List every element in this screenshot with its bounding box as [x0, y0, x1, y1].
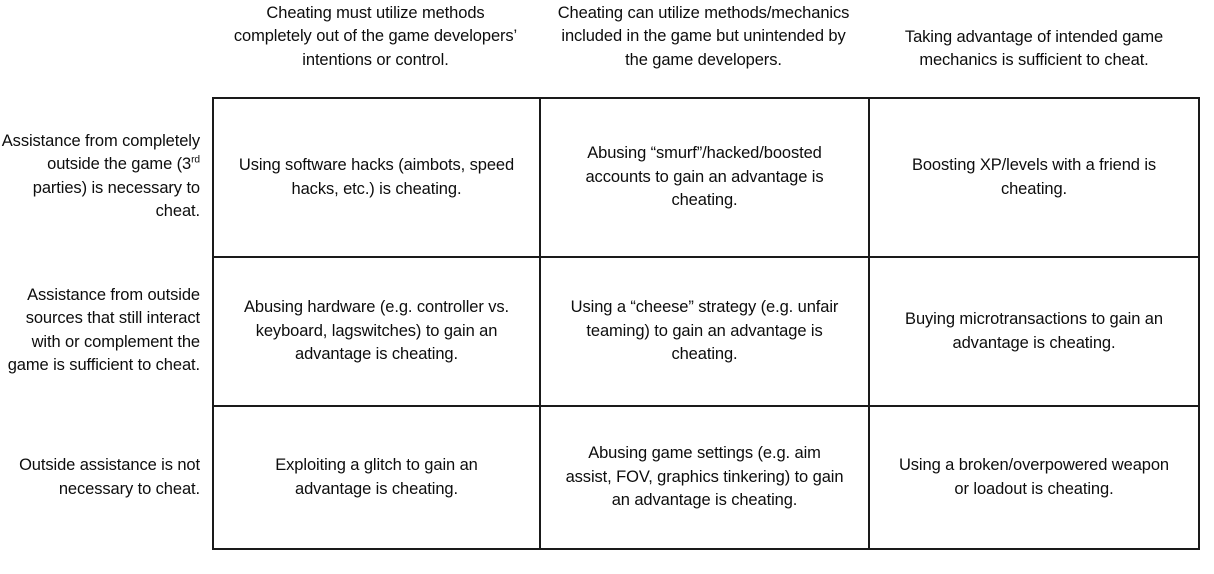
row-header-1-text-after: parties) is necessary to cheat.	[32, 178, 200, 220]
matrix-cell-r1c1: Using software hacks (aimbots, speed hacks, etc.) is cheating.	[212, 97, 539, 256]
matrix-cell-r1c3: Boosting XP/levels with a friend is cheating.	[868, 97, 1200, 256]
row-header-1	[0, 97, 212, 256]
matrix-cell-r2c3: Buying microtransactions to gain an advantage is cheating.	[868, 256, 1200, 405]
matrix-cell-r3c3: Using a broken/overpowered weapon or loadout is cheating.	[868, 405, 1200, 550]
row-header-2: Assistance from outside sources that still interact with or complement the game is sufficient to cheat.	[7, 285, 200, 374]
row-header-3: Outside assistance is not necessary to cheat.	[19, 456, 200, 498]
column-header-2: Cheating can utilize methods/mechanics included in the game but unintended by the game developers.	[557, 4, 850, 69]
row-header-1-superscript: rd	[191, 154, 200, 166]
matrix-cell-r3c2: Abusing game settings (e.g. aim assist, FOV, graphics tinkering) to gain an advantage is cheating.	[539, 405, 868, 550]
column-header-1: Cheating must utilize methods completely out of the game developers’ intentions or control.	[233, 4, 518, 69]
matrix-cell-r2c2: Using a “cheese” strategy (e.g. unfair teaming) to gain an advantage is cheating.	[539, 256, 868, 405]
column-header-3: Taking advantage of intended game mechanics is sufficient to cheat.	[904, 28, 1164, 70]
row-header-1-text-before: Assistance from completely outside the game (3	[1, 131, 200, 174]
matrix-cell-r2c1: Abusing hardware (e.g. controller vs. keyboard, lagswitches) to gain an advantage is cheating.	[212, 256, 539, 405]
matrix-cell-r3c1: Exploiting a glitch to gain an advantage is cheating.	[212, 405, 539, 550]
matrix-cell-r1c2: Abusing “smurf”/hacked/boosted accounts to gain an advantage is cheating.	[539, 97, 868, 256]
